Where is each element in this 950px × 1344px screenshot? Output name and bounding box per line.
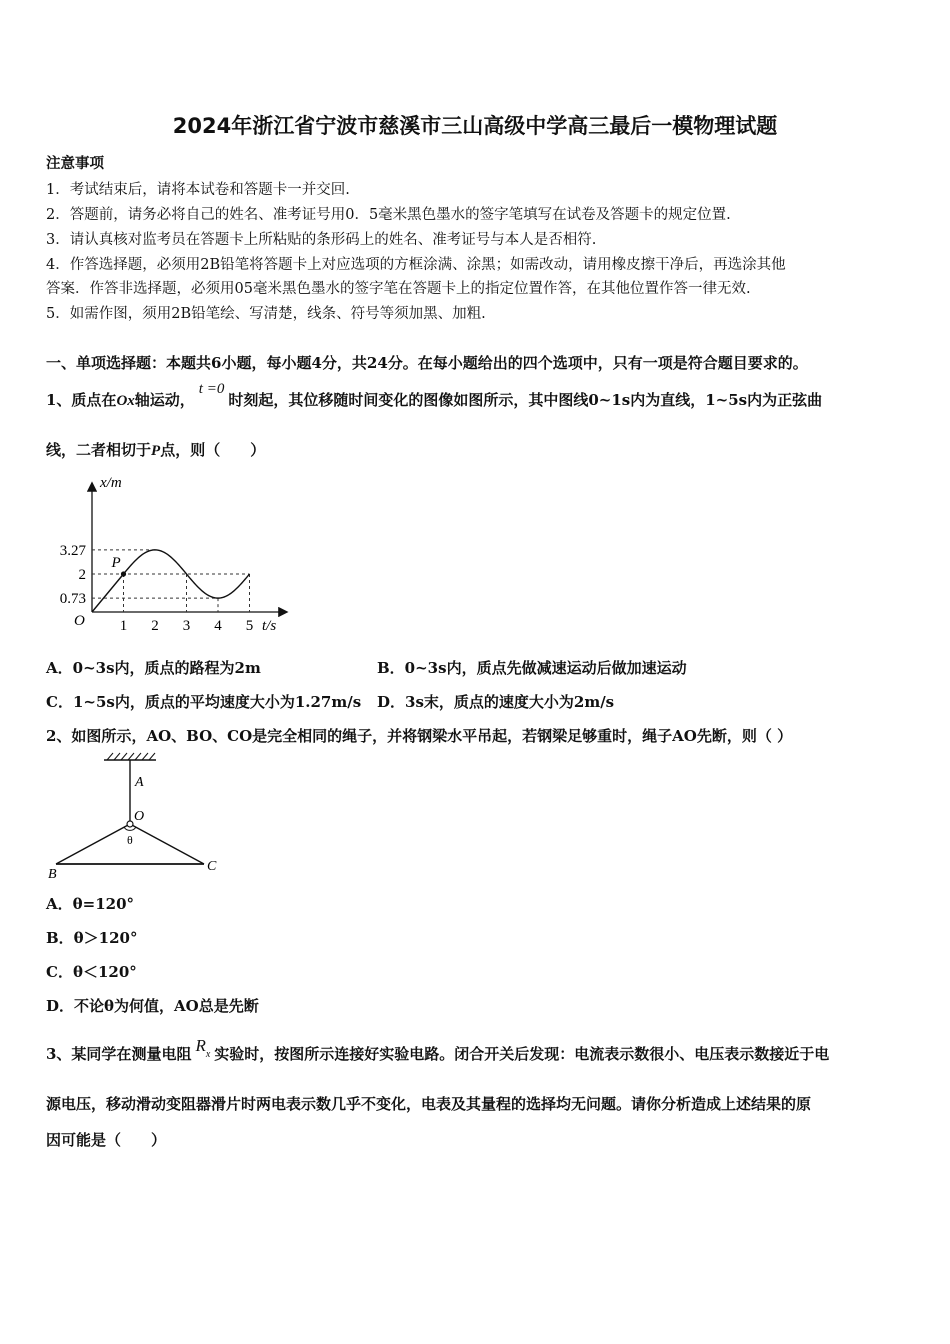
- question-3-line-2: 源电压，移动滑动变阻器滑片时两电表示数几乎不变化，电表及其量程的选择均无问题。请你分析造成上述结果的原: [46, 1095, 812, 1113]
- q2-option-a[interactable]: A．θ=120°: [46, 895, 135, 913]
- y-tick-label: 2: [78, 567, 86, 583]
- origin-label: O: [74, 613, 85, 629]
- notice-item: 5．如需作图，须用2B铅笔绘、写清楚，线条、符号等须加黑、加粗.: [46, 306, 486, 322]
- rope-co: [130, 824, 204, 864]
- notice-heading: 注意事项: [46, 155, 104, 172]
- section-heading: 一、单项选择题：本题共6小题，每小题4分，共24分。在每小题给出的四个选项中，只有一项是符合题目要求的。: [46, 354, 808, 372]
- y-tick-label: 3.27: [59, 542, 86, 559]
- notice-item: 答案．作答非选择题，必须用05毫米黑色墨水的签字笔在答题卡上的指定位置作答，在其他位置作答一律无效.: [46, 281, 751, 297]
- label-b: B: [48, 867, 57, 882]
- q1-option-c[interactable]: C．1~5s内，质点的平均速度大小为1.27m/s: [46, 693, 362, 711]
- q2-option-c[interactable]: C．θ＜120°: [46, 963, 137, 981]
- x-tick-label: 4: [214, 618, 222, 634]
- q1-option-a[interactable]: A．0~3s内，质点的路程为2m: [46, 659, 261, 677]
- x-tick-label: 1: [119, 618, 128, 634]
- knot-o: [127, 821, 133, 827]
- x-tick-label: 2: [151, 618, 159, 634]
- point-p-label: P: [111, 555, 121, 571]
- q1-option-d[interactable]: D．3s末，质点的速度大小为2m/s: [377, 693, 615, 711]
- question-2: 2、如图所示，AO、BO、CO是完全相同的绳子，并将钢梁水平吊起，若钢梁足够重时，绳子AO先断，则（ ）: [46, 727, 793, 745]
- x-tick-label: 5: [245, 618, 254, 634]
- question-1-line-2: 线，二者相切于P点，则（ ）: [46, 441, 266, 459]
- y-axis-label: x/m: [100, 475, 122, 491]
- rope-bo: [56, 824, 130, 864]
- notice-item: 1．考试结束后，请将本试卷和答题卡一并交回.: [46, 182, 350, 198]
- ceiling-hatch: [107, 753, 155, 760]
- label-o: O: [134, 809, 145, 824]
- x-axis-label: t/s: [262, 618, 277, 634]
- q2-option-b[interactable]: B．θ＞120°: [46, 929, 138, 947]
- label-a: A: [135, 775, 144, 790]
- label-theta: θ: [127, 833, 133, 847]
- rope-beam-figure: [44, 752, 234, 882]
- notice-item: 4．作答选择题，必须用2B铅笔将答题卡上对应选项的方框涂满、涂黑；如需改动，请用橡皮擦干净后，再选涂其他: [46, 257, 786, 273]
- page-title: 2024年浙江省宁波市慈溪市三山高级中学高三最后一模物理试题: [172, 114, 778, 138]
- question-3-line-3: 因可能是（ ）: [46, 1131, 167, 1149]
- y-tick-label: 0.73: [59, 591, 86, 608]
- displacement-time-graph: [44, 470, 294, 640]
- question-3-line-1: 3、某同学在测量电阻 Rx 实验时，按图所示连接好实验电路。闭合开关后发现：电流表示数很小、电压表示数接近于电: [46, 1036, 830, 1063]
- point-p: [121, 571, 126, 576]
- q2-option-d[interactable]: D．不论θ为何值，AO总是先断: [46, 997, 259, 1015]
- label-c: C: [207, 859, 217, 874]
- x-tick-label: 3: [182, 618, 191, 634]
- notice-item: 3．请认真核对监考员在答题卡上所粘贴的条形码上的姓名、准考证号与本人是否相符.: [46, 232, 597, 248]
- notice-item: 2．答题前，请务必将自己的姓名、准考证号用0．5毫米黑色墨水的签字笔填写在试卷及答题卡的规定位置.: [46, 207, 731, 223]
- question-1-line-1: 1、质点在Ox轴运动，t =0时刻起，其位移随时间变化的图像如图所示，其中图线0~1s内为直线，1~5s内为正弦曲: [46, 381, 823, 409]
- q1-option-b[interactable]: B．0~3s内，质点先做减速运动后做加速运动: [377, 659, 687, 677]
